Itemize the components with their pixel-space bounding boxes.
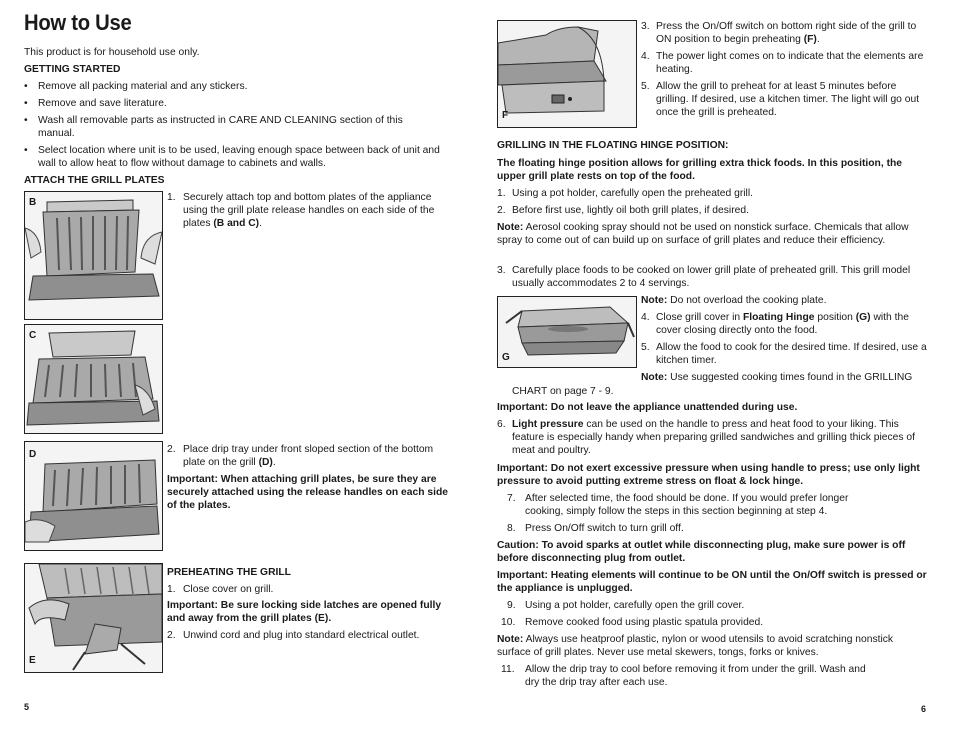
list-item: 3. Carefully place foods to be cooked on lower grill plate of preheated grill. This grill model usually accommodates 2 to 4 servings. <box>497 265 911 289</box>
bullet-icon: • <box>24 98 28 109</box>
getting-started-heading: GETTING STARTED <box>24 64 121 75</box>
figure-g <box>497 296 637 368</box>
list-item: • Remove and save literature. <box>24 98 167 109</box>
important-note: Important: Do not leave the appliance unattended during use. <box>497 402 798 413</box>
note: Note: Use suggested cooking times found in the GRILLING <box>641 372 913 383</box>
important-note: Important: Do not exert excessive pressure when using handle to press; use only light pressure to avoid putting extreme stress on float & lock hinge. <box>497 463 920 487</box>
figure-f <box>497 20 637 128</box>
side-latch-illustration <box>25 564 162 672</box>
grill-plate-attach-illustration <box>25 192 162 319</box>
figure-d <box>24 441 163 551</box>
list-item: 4. The power light comes on to indicate that the elements are heating. <box>641 51 924 75</box>
note: Note: Always use heatproof plastic, nylon or wood utensils to avoid scratching nonstick surface of grill plates. Never use metal skewers, tongs, forks or knives. <box>497 634 894 658</box>
list-item: 4. Close grill cover in Floating Hinge position (G) with the cover closing directly onto the food. <box>641 312 909 336</box>
figure-label: B <box>29 197 37 208</box>
list-item: 9. Using a pot holder, carefully open the grill cover. <box>507 600 745 611</box>
figure-b <box>24 191 163 320</box>
page-number: 5 <box>24 702 30 712</box>
list-item: • Wash all removable parts as instructed in CARE AND CLEANING section of this manual. <box>24 115 403 139</box>
note-continuation: CHART on page 7 - 9. <box>512 386 614 397</box>
floating-hinge-heading: GRILLING IN THE FLOATING HINGE POSITION: <box>497 140 729 151</box>
important-note: Important: Heating elements will continue to be ON until the On/Off switch is pressed or the appliance is unplugged. <box>497 570 927 594</box>
important-note: Important: Be sure locking side latches are opened fully and away from the grill plates (E). <box>167 600 442 624</box>
figure-e <box>24 563 163 673</box>
floating-hinge-illustration <box>498 297 636 367</box>
list-item: 5. Allow the grill to preheat for at least 5 minutes before grilling. If desired, use a kitchen timer. The light will go out once the grill is preheated. <box>641 81 920 118</box>
list-item: 2. Unwind cord and plug into standard electrical outlet. <box>167 630 420 641</box>
figure-c <box>24 324 163 434</box>
drip-tray-illustration <box>25 442 162 550</box>
caution-note: Caution: To avoid sparks at outlet while disconnecting plug, make sure power is off before disconnecting plug from outlet. <box>497 540 906 564</box>
bullet-icon: • <box>24 115 28 126</box>
preheat-heading: PREHEATING THE GRILL <box>167 567 291 578</box>
grill-plate-bottom-illustration <box>25 325 162 433</box>
figure-label: G <box>502 352 510 363</box>
figure-label: D <box>29 449 37 460</box>
figure-label: F <box>502 110 509 121</box>
important-note: Important: When attaching grill plates, be sure they are securely attached using the release handles on each side of the plates. <box>167 474 448 511</box>
list-item: 10. Remove cooked food using plastic spatula provided. <box>501 617 764 628</box>
intro-text: This product is for household use only. <box>24 47 200 58</box>
list-item: 2. Before first use, lightly oil both grill plates, if desired. <box>497 205 749 216</box>
figure-label: C <box>29 330 37 341</box>
list-item: 3. Press the On/Off switch on bottom right side of the grill to ON position to begin preheating (F). <box>641 21 917 45</box>
floating-intro: The floating hinge position allows for grilling extra thick foods. In this position, the upper grill plate rests on top of the food. <box>497 158 903 182</box>
attach-heading: ATTACH THE GRILL PLATES <box>24 175 165 186</box>
list-item: 1. Securely attach top and bottom plates of the appliance using the grill plate release handles on each side of the plates (B and C). <box>167 192 435 229</box>
list-item: 8. Press On/Off switch to turn grill off. <box>507 523 684 534</box>
bullet-icon: • <box>24 145 28 156</box>
list-item: 11. Allow the drip tray to cool before removing it from under the grill. Wash and dry the drip tray after each use. <box>501 664 866 688</box>
page-number: 6 <box>921 704 927 714</box>
list-item: 1. Close cover on grill. <box>167 584 274 595</box>
list-item: 2. Place drip tray under front sloped section of the bottom plate on the grill (D). <box>167 444 434 468</box>
figure-label: E <box>29 655 36 666</box>
power-switch-illustration <box>498 21 636 127</box>
list-item: 7. After selected time, the food should be done. If you would prefer longer cooking, simply follow the steps in this section beginning at step 4. <box>507 493 849 517</box>
list-item: • Remove all packing material and any stickers. <box>24 81 248 92</box>
list-item: • Select location where unit is to be used, leaving enough space between back of unit and wall to allow heat to flow without damage to cabinets and walls. <box>24 145 440 169</box>
note: Note: Aerosol cooking spray should not be used on nonstick surface. Chemicals that allow spray to come out of can build up on surface of grill plates and reduce their efficiency. <box>497 222 909 246</box>
page-title: How to Use <box>24 10 132 35</box>
list-item: 6. Light pressure can be used on the handle to press and heat food to your liking. This feature is especially handy when preparing grilled sandwiches and grilling thick pieces of meat and poultry. <box>497 419 915 456</box>
list-item: 5. Allow the food to cook for the desired time. If desired, use a kitchen timer. <box>641 342 927 366</box>
bullet-icon: • <box>24 81 28 92</box>
list-item: 1. Using a pot holder, carefully open the preheated grill. <box>497 188 753 199</box>
note: Note: Do not overload the cooking plate. <box>641 295 827 306</box>
